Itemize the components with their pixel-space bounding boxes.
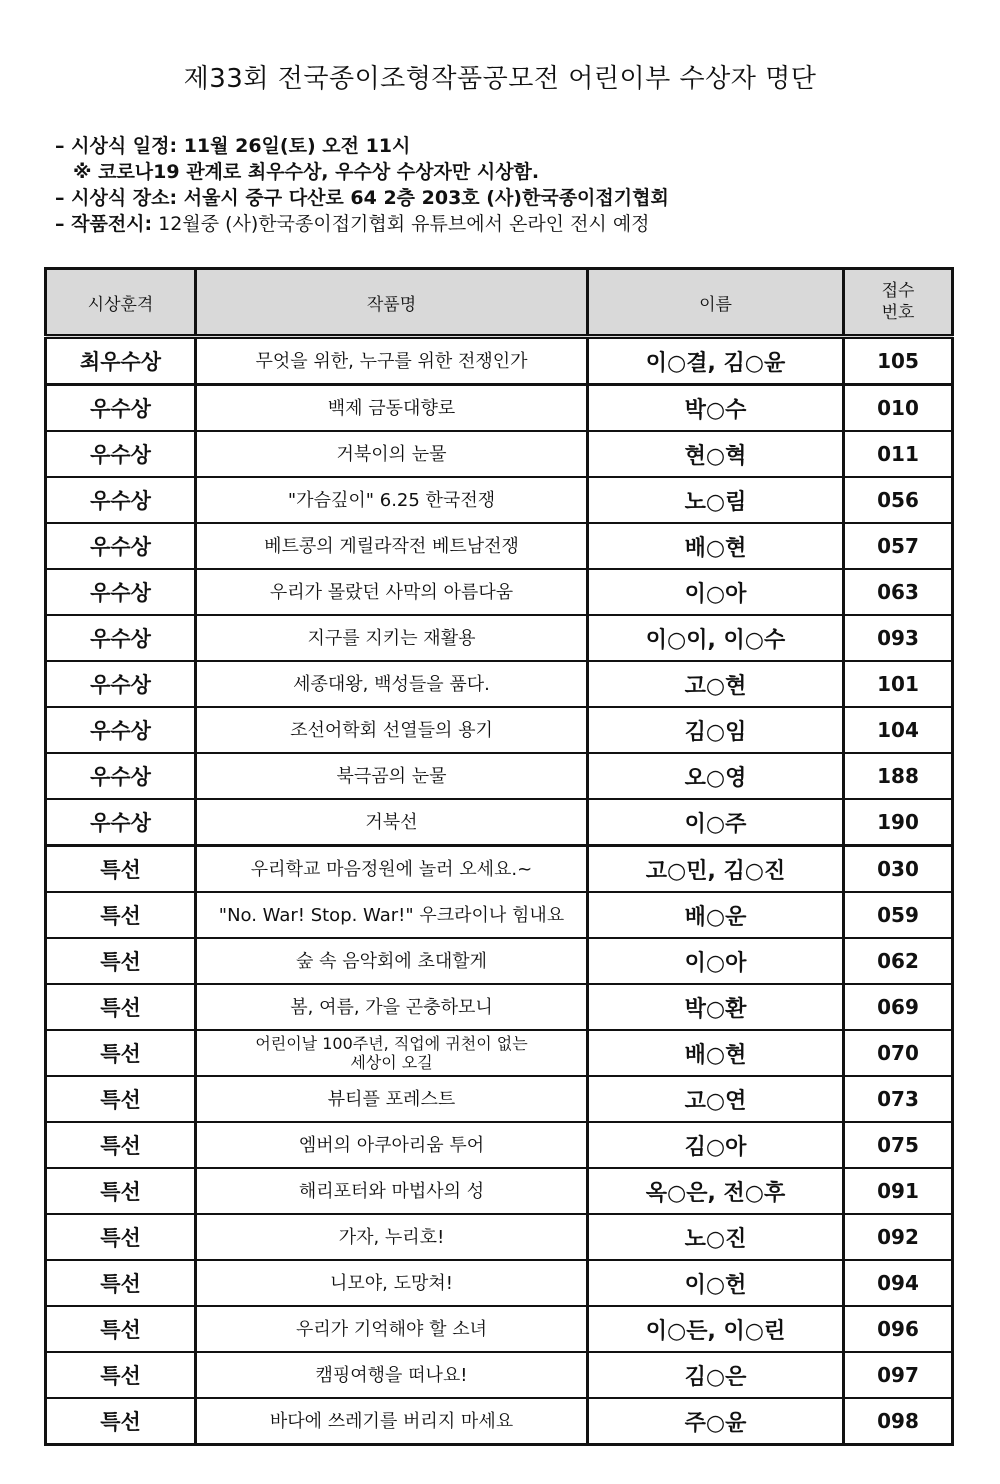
work-title-cell: 우리가 몰랐던 사막의 아름다움 bbox=[196, 569, 588, 615]
entry-number-cell: 092 bbox=[844, 1214, 953, 1260]
work-title-cell: 바다에 쓰레기를 버리지 마세요 bbox=[196, 1398, 588, 1445]
prize-cell: 우수상 bbox=[46, 477, 196, 523]
table-header-row bbox=[46, 269, 953, 337]
work-title-cell: 거북이의 눈물 bbox=[196, 431, 588, 477]
work-title-cell: 우리학교 마음정원에 놀러 오세요.~ bbox=[196, 846, 588, 893]
winner-name-cell: 이○주 bbox=[588, 799, 844, 846]
note-line bbox=[55, 211, 955, 237]
work-title-cell: "가슴깊이" 6.25 한국전쟁 bbox=[196, 477, 588, 523]
entry-number-cell: 070 bbox=[844, 1030, 953, 1076]
winner-name-cell: 이○결, 김○윤 bbox=[588, 337, 844, 385]
note-bold: ※ 코로나19 관계로 최우수상, 우수상 수상자만 시상함. bbox=[73, 161, 540, 183]
prize-cell: 특선 bbox=[46, 1352, 196, 1398]
winner-name-cell: 이○아 bbox=[588, 938, 844, 984]
work-title-cell: 숲 속 음악회에 초대할게 bbox=[196, 938, 588, 984]
prize-cell: 특선 bbox=[46, 1306, 196, 1352]
entry-number-cell: 010 bbox=[844, 385, 953, 432]
table-row bbox=[46, 1168, 953, 1214]
prize-cell: 특선 bbox=[46, 1030, 196, 1076]
entry-number-cell: 030 bbox=[844, 846, 953, 893]
prize-cell: 특선 bbox=[46, 984, 196, 1030]
table-row bbox=[46, 938, 953, 984]
entry-number-cell: 069 bbox=[844, 984, 953, 1030]
table-row bbox=[46, 753, 953, 799]
work-title-cell: "No. War! Stop. War!" 우크라이나 힘내요 bbox=[196, 892, 588, 938]
table-row bbox=[46, 799, 953, 846]
awards-table bbox=[44, 267, 954, 1446]
work-title-cell: 가자, 누리호! bbox=[196, 1214, 588, 1260]
entry-number-cell: 101 bbox=[844, 661, 953, 707]
ceremony-notes bbox=[55, 133, 955, 237]
header-prize: 시상훈격 bbox=[46, 269, 196, 337]
entry-number-cell: 105 bbox=[844, 337, 953, 385]
winner-name-cell: 박○환 bbox=[588, 984, 844, 1030]
entry-number-cell: 011 bbox=[844, 431, 953, 477]
note-bold: – 시상식 일정: 11월 26일(토) 오전 11시 bbox=[55, 135, 411, 157]
table-row bbox=[46, 1260, 953, 1306]
work-title-cell: 니모야, 도망쳐! bbox=[196, 1260, 588, 1306]
table-row bbox=[46, 707, 953, 753]
work-title-cell: 어린이날 100주년, 직업에 귀천이 없는 세상이 오길 bbox=[196, 1030, 588, 1076]
work-title-cell: 조선어학회 선열들의 용기 bbox=[196, 707, 588, 753]
prize-cell: 특선 bbox=[46, 846, 196, 893]
prize-cell: 최우수상 bbox=[46, 337, 196, 385]
winner-name-cell: 고○민, 김○진 bbox=[588, 846, 844, 893]
note-bold: – 작품전시: bbox=[55, 213, 153, 235]
table-row bbox=[46, 431, 953, 477]
work-title-cell: 엠버의 아쿠아리움 투어 bbox=[196, 1122, 588, 1168]
prize-cell: 우수상 bbox=[46, 569, 196, 615]
table-row bbox=[46, 1030, 953, 1076]
work-title-cell: 거북선 bbox=[196, 799, 588, 846]
entry-number-cell: 188 bbox=[844, 753, 953, 799]
entry-number-cell: 059 bbox=[844, 892, 953, 938]
entry-number-cell: 057 bbox=[844, 523, 953, 569]
note-line bbox=[55, 185, 955, 211]
prize-cell: 우수상 bbox=[46, 661, 196, 707]
table-row bbox=[46, 892, 953, 938]
table-row bbox=[46, 661, 953, 707]
note-line bbox=[55, 159, 955, 185]
table-row bbox=[46, 569, 953, 615]
prize-cell: 우수상 bbox=[46, 753, 196, 799]
entry-number-cell: 075 bbox=[844, 1122, 953, 1168]
table-row bbox=[46, 523, 953, 569]
table-row bbox=[46, 615, 953, 661]
work-title-cell: 백제 금동대향로 bbox=[196, 385, 588, 432]
entry-number-cell: 094 bbox=[844, 1260, 953, 1306]
page-title: 제33회 전국종이조형작품공모전 어린이부 수상자 명단 bbox=[183, 64, 817, 94]
table-row bbox=[46, 1352, 953, 1398]
prize-cell: 우수상 bbox=[46, 523, 196, 569]
work-title-cell: 해리포터와 마법사의 성 bbox=[196, 1168, 588, 1214]
winner-name-cell: 배○현 bbox=[588, 1030, 844, 1076]
winner-name-cell: 이○든, 이○린 bbox=[588, 1306, 844, 1352]
note-line bbox=[55, 133, 955, 159]
winner-name-cell: 김○임 bbox=[588, 707, 844, 753]
table-row bbox=[46, 477, 953, 523]
work-title-cell: 북극곰의 눈물 bbox=[196, 753, 588, 799]
entry-number-cell: 063 bbox=[844, 569, 953, 615]
prize-cell: 특선 bbox=[46, 1168, 196, 1214]
note-bold: – 시상식 장소: 서울시 중구 다산로 64 2층 203호 (사)한국종이접기협회 bbox=[55, 187, 669, 209]
entry-number-cell: 097 bbox=[844, 1352, 953, 1398]
note-text: 12월중 (사)한국종이접기협회 유튜브에서 온라인 전시 예정 bbox=[152, 213, 650, 235]
table-row bbox=[46, 385, 953, 432]
prize-cell: 특선 bbox=[46, 938, 196, 984]
prize-cell: 우수상 bbox=[46, 707, 196, 753]
winner-name-cell: 현○혁 bbox=[588, 431, 844, 477]
table-row bbox=[46, 846, 953, 893]
entry-number-cell: 098 bbox=[844, 1398, 953, 1445]
winner-name-cell: 오○영 bbox=[588, 753, 844, 799]
prize-cell: 우수상 bbox=[46, 799, 196, 846]
work-title-cell: 우리가 기억해야 할 소녀 bbox=[196, 1306, 588, 1352]
winner-name-cell: 옥○은, 전○후 bbox=[588, 1168, 844, 1214]
winner-name-cell: 박○수 bbox=[588, 385, 844, 432]
table-row bbox=[46, 1214, 953, 1260]
entry-number-cell: 062 bbox=[844, 938, 953, 984]
winner-name-cell: 김○은 bbox=[588, 1352, 844, 1398]
work-title-cell: 지구를 지키는 재활용 bbox=[196, 615, 588, 661]
entry-number-cell: 093 bbox=[844, 615, 953, 661]
prize-cell: 특선 bbox=[46, 1214, 196, 1260]
winner-name-cell: 고○현 bbox=[588, 661, 844, 707]
entry-number-cell: 096 bbox=[844, 1306, 953, 1352]
winner-name-cell: 배○현 bbox=[588, 523, 844, 569]
prize-cell: 특선 bbox=[46, 1122, 196, 1168]
entry-number-cell: 056 bbox=[844, 477, 953, 523]
prize-cell: 우수상 bbox=[46, 431, 196, 477]
winner-name-cell: 노○림 bbox=[588, 477, 844, 523]
winner-name-cell: 이○헌 bbox=[588, 1260, 844, 1306]
header-name: 이름 bbox=[588, 269, 844, 337]
table-row bbox=[46, 1122, 953, 1168]
table-row bbox=[46, 1398, 953, 1445]
table-row bbox=[46, 984, 953, 1030]
prize-cell: 특선 bbox=[46, 1076, 196, 1122]
entry-number-cell: 073 bbox=[844, 1076, 953, 1122]
prize-cell: 특선 bbox=[46, 892, 196, 938]
winner-name-cell: 주○윤 bbox=[588, 1398, 844, 1445]
header-entry-number: 접수 번호 bbox=[844, 269, 953, 337]
work-title-cell: 봄, 여름, 가을 곤충하모니 bbox=[196, 984, 588, 1030]
prize-cell: 우수상 bbox=[46, 615, 196, 661]
work-title-cell: 베트콩의 게릴라작전 베트남전쟁 bbox=[196, 523, 588, 569]
winner-name-cell: 이○이, 이○수 bbox=[588, 615, 844, 661]
table-row bbox=[46, 337, 953, 385]
entry-number-cell: 190 bbox=[844, 799, 953, 846]
winner-name-cell: 노○진 bbox=[588, 1214, 844, 1260]
work-title-cell: 무엇을 위한, 누구를 위한 전쟁인가 bbox=[196, 337, 588, 385]
winner-name-cell: 배○운 bbox=[588, 892, 844, 938]
table-row bbox=[46, 1076, 953, 1122]
work-title-cell: 세종대왕, 백성들을 품다. bbox=[196, 661, 588, 707]
header-work-title: 작품명 bbox=[196, 269, 588, 337]
winner-name-cell: 김○아 bbox=[588, 1122, 844, 1168]
entry-number-cell: 104 bbox=[844, 707, 953, 753]
prize-cell: 특선 bbox=[46, 1260, 196, 1306]
prize-cell: 특선 bbox=[46, 1398, 196, 1445]
table-row bbox=[46, 1306, 953, 1352]
winner-name-cell: 이○아 bbox=[588, 569, 844, 615]
work-title-cell: 캠핑여행을 떠나요! bbox=[196, 1352, 588, 1398]
winner-name-cell: 고○연 bbox=[588, 1076, 844, 1122]
entry-number-cell: 091 bbox=[844, 1168, 953, 1214]
prize-cell: 우수상 bbox=[46, 385, 196, 432]
work-title-cell: 뷰티플 포레스트 bbox=[196, 1076, 588, 1122]
